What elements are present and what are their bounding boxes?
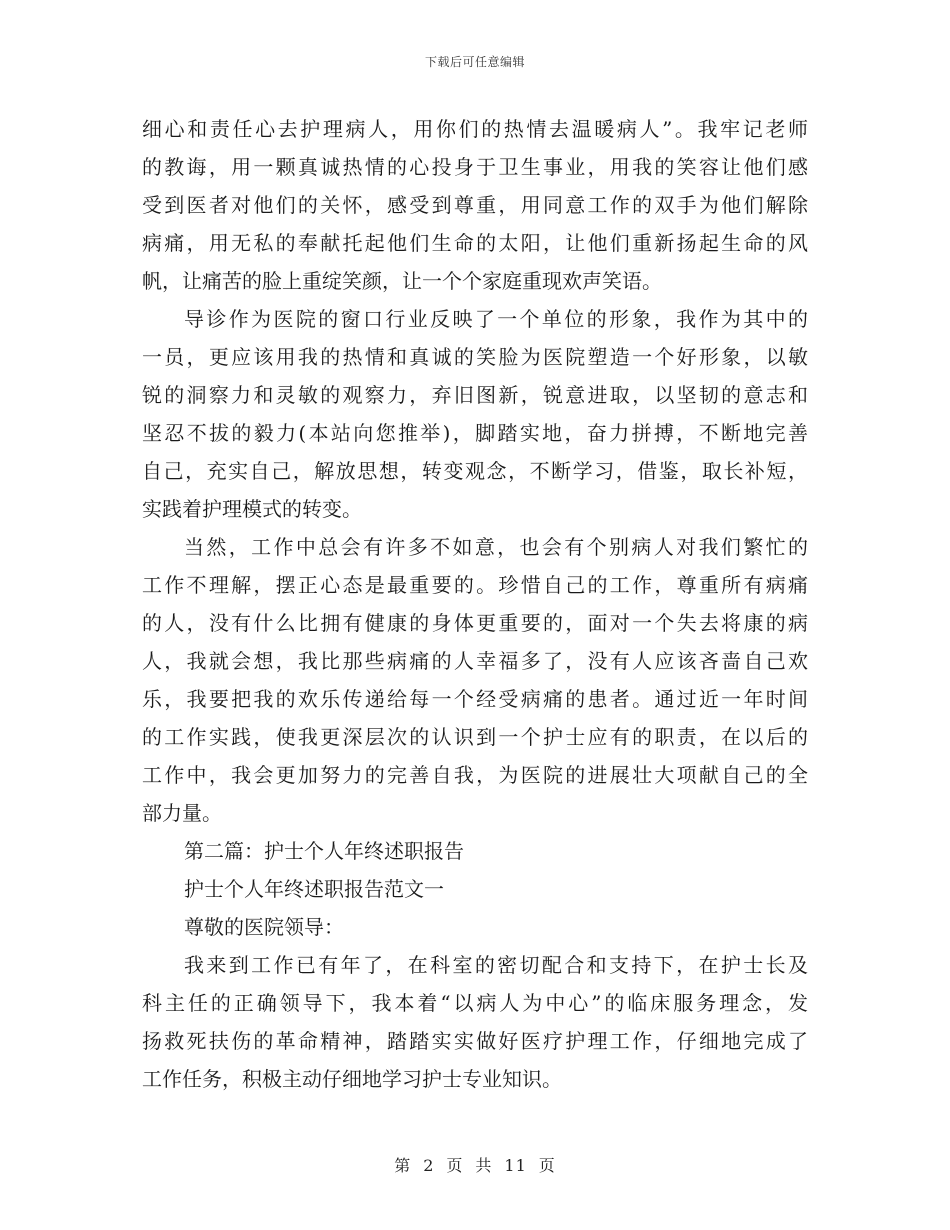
text-line: 一员，更应该用我的热情和真诚的笑脸为医院塑造一个好形象，以敏 bbox=[142, 345, 808, 369]
section-subtitle: 护士个人年终述职报告范文一 bbox=[184, 877, 444, 901]
text-line: 当然，工作中总会有许多不如意，也会有个别病人对我们繁忙的 bbox=[184, 535, 808, 559]
text-line: 的人，没有什么比拥有健康的身体更重要的，面对一个失去将康的病 bbox=[142, 611, 808, 635]
text-line: 部力量。 bbox=[142, 801, 222, 825]
text-line: 的工作实践，使我更深层次的认识到一个护士应有的职责，在以后的 bbox=[142, 725, 808, 749]
text-line: 工作不理解，摆正心态是最重要的。珍惜自己的工作，尊重所有病痛 bbox=[142, 573, 808, 597]
page-footer bbox=[0, 1153, 950, 1176]
text-line: 工作任务，积极主动仔细地学习护士专业知识。 bbox=[142, 1067, 562, 1091]
text-line: 科主任的正确领导下，我本着“以病人为中心”的临床服务理念，发 bbox=[142, 991, 808, 1015]
page-label-suffix: 页 bbox=[538, 1156, 556, 1175]
text-line: 细心和责任心去护理病人，用你们的热情去温暖病人”。我牢记老师 bbox=[142, 117, 808, 141]
salutation: 尊敬的医院领导： bbox=[184, 915, 344, 939]
page-label-prefix: 第 bbox=[394, 1156, 412, 1175]
text-line: 的教诲，用一颗真诚热情的心投身于卫生事业，用我的笑容让他们感 bbox=[142, 155, 808, 179]
text-line: 实践着护理模式的转变。 bbox=[142, 497, 362, 521]
page-number-current: 2 bbox=[423, 1156, 435, 1175]
text-line: 我来到工作已有年了，在科室的密切配合和支持下，在护士长及 bbox=[184, 953, 808, 977]
document-body bbox=[142, 110, 808, 1098]
page-total-prefix: 共 bbox=[475, 1156, 493, 1175]
text-line: 乐，我要把我的欢乐传递给每一个经受病痛的患者。通过近一年时间 bbox=[142, 687, 808, 711]
page-label-mid: 页 bbox=[446, 1156, 464, 1175]
text-line: 扬救死扶伤的革命精神，踏踏实实做好医疗护理工作，仔细地完成了 bbox=[142, 1029, 808, 1053]
section-title: 第二篇：护士个人年终述职报告 bbox=[184, 839, 464, 863]
text-line: 锐的洞察力和灵敏的观察力，弃旧图新，锐意进取，以坚韧的意志和 bbox=[142, 383, 808, 407]
page-number-total: 11 bbox=[504, 1156, 527, 1175]
text-line: 帆，让痛苦的脸上重绽笑颜，让一个个家庭重现欢声笑语。 bbox=[142, 269, 662, 293]
text-line: 导诊作为医院的窗口行业反映了一个单位的形象，我作为其中的 bbox=[184, 307, 808, 331]
text-line: 受到医者对他们的关怀，感受到尊重，用同意工作的双手为他们解除 bbox=[142, 193, 808, 217]
text-line: 工作中，我会更加努力的完善自我，为医院的进展壮大项献自己的全 bbox=[142, 763, 808, 787]
text-line: 自己，充实自己，解放思想，转变观念，不断学习，借鉴，取长补短， bbox=[142, 459, 808, 483]
text-line: 病痛，用无私的奉献托起他们生命的太阳，让他们重新扬起生命的风 bbox=[142, 231, 808, 255]
page-header: 下载后可任意编辑 bbox=[424, 55, 525, 69]
text-line: 坚忍不拔的毅力(本站向您推举)，脚踏实地，奋力拼搏，不断地完善 bbox=[142, 421, 808, 445]
text-line: 人，我就会想，我比那些病痛的人幸福多了，没有人应该吝啬自己欢 bbox=[142, 649, 808, 673]
